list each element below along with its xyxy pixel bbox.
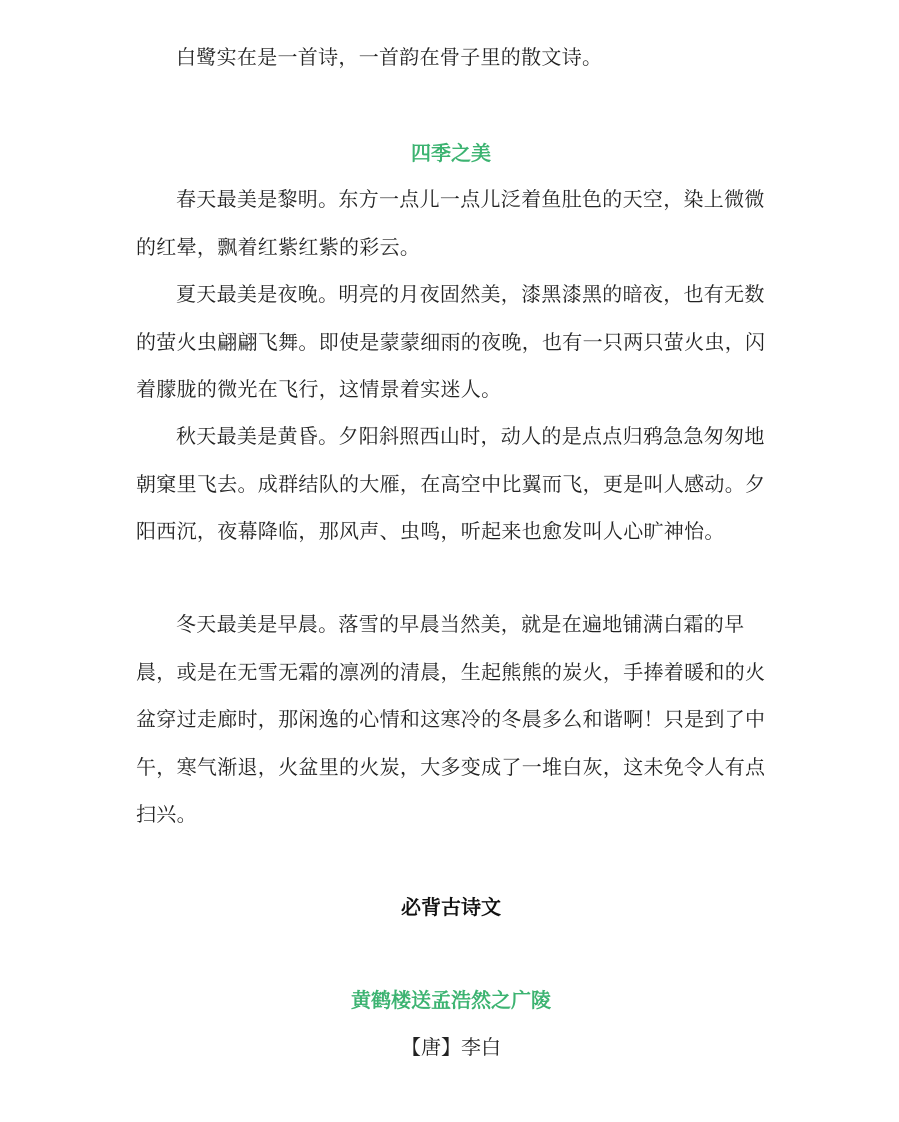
poem-author: 【唐】李白 <box>401 1035 501 1059</box>
poems-section-title: 必背古诗文 <box>401 895 501 919</box>
seasons-winter-paragraph: 冬天最美是早晨。落雪的早晨当然美，就是在遍地铺满白霜的早晨，或是在无雪无霜的凛冽的清晨，生起熊熊的炭火，手捧着暖和的火盆穿过走廊时，那闲逸的心情和这寒冷的冬晨多么和谐啊！只是到了中午，寒气渐退，火盆里的火炭，大多变成了一堆白灰，这未免令人有点扫兴。 <box>136 612 766 826</box>
seasons-summer-paragraph: 夏天最美是夜晚。明亮的月夜固然美，漆黑漆黑的暗夜，也有无数的萤火虫翩翩飞舞。即使是蒙蒙细雨的夜晚，也有一只两只萤火虫，闪着朦胧的微光在飞行，这情景着实迷人。 <box>136 282 766 401</box>
intro-closing-line: 白鹭实在是一首诗，一首韵在骨子里的散文诗。 <box>176 45 603 69</box>
seasons-title: 四季之美 <box>411 141 491 165</box>
seasons-autumn-paragraph: 秋天最美是黄昏。夕阳斜照西山时，动人的是点点归鸦急急匆匆地朝窠里飞去。成群结队的大雁，在高空中比翼而飞，更是叫人感动。夕阳西沉，夜幕降临，那风声、虫鸣，听起来也愈发叫人心旷神怡。 <box>136 424 766 543</box>
seasons-spring-paragraph: 春天最美是黎明。东方一点儿一点儿泛着鱼肚色的天空，染上微微的红晕，飘着红紫红紫的彩云。 <box>136 187 765 259</box>
poem-title: 黄鹤楼送孟浩然之广陵 <box>351 988 551 1012</box>
